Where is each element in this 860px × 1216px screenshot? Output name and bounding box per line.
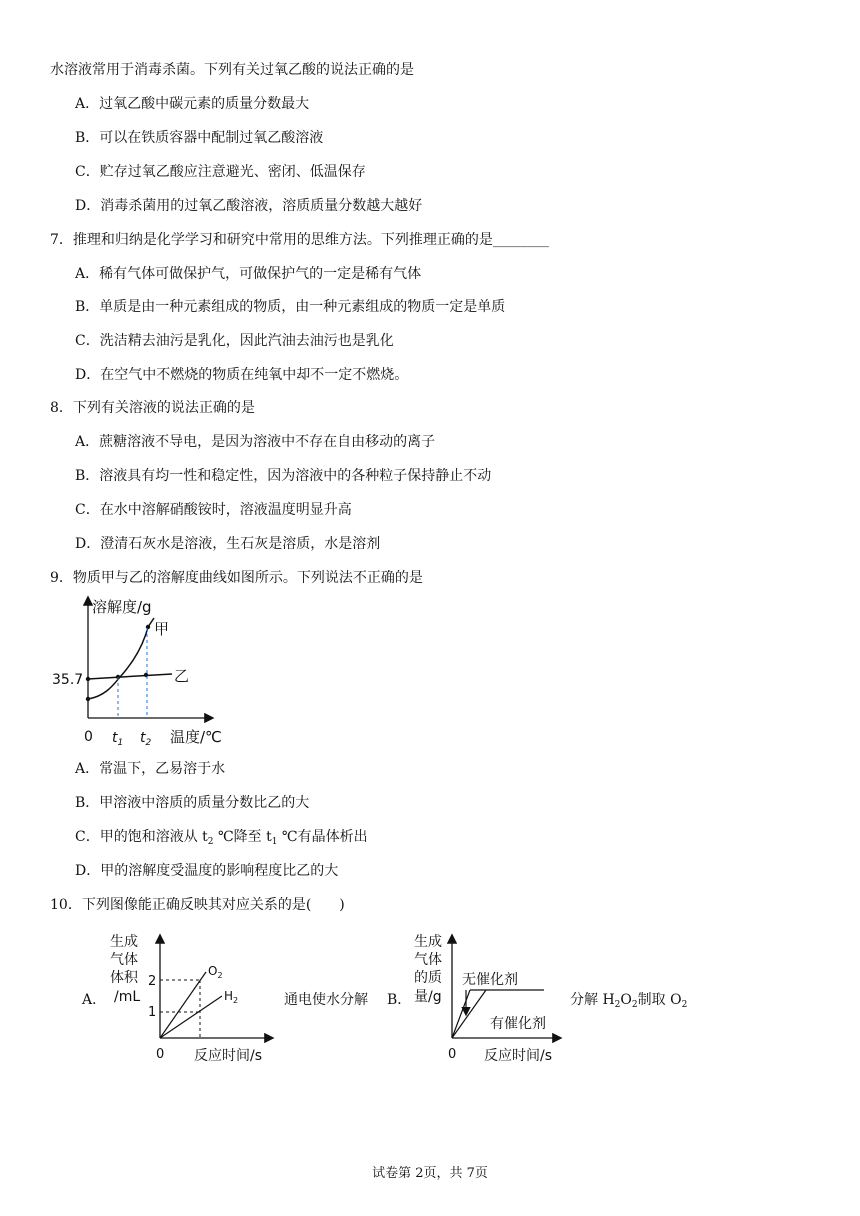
question-8-stem: 8．下列有关溶液的说法正确的是: [50, 400, 255, 416]
svg-text:体积: 体积: [110, 970, 138, 986]
svg-text:/mL: /mL: [114, 989, 141, 1005]
q7-option-b: B．单质是由一种元素组成的物质，由一种元素组成的物质一定是单质: [75, 299, 506, 315]
curve-jia-label: 甲: [154, 620, 170, 638]
q10-option-b-desc: 分解 $H_2O_2$制取 $O_2$: [570, 992, 688, 1010]
q9-option-b: B．甲溶液中溶质的质量分数比乙的大: [75, 795, 310, 811]
q7-option-a: A．稀有气体可做保护气，可做保护气的一定是稀有气体: [75, 266, 422, 282]
h2-label: $H_2$: [224, 989, 239, 1005]
curve-yi: [88, 674, 172, 679]
svg-text:气体: 气体: [414, 952, 442, 968]
curve-yi-label: 乙: [174, 667, 190, 685]
q9-option-c: C．甲的饱和溶液从 $t_2$ ℃降至 $t_1$ ℃有晶体析出: [75, 829, 368, 847]
page-footer: 试卷第 2页，共 7页: [372, 1166, 488, 1181]
h2-line: [160, 996, 222, 1038]
q7-option-d: D．在空气中不燃烧的物质在纯氧中却不一定不燃烧。: [75, 367, 409, 383]
q8-option-a: A．蔗糖溶液不导电，是因为溶液中不存在自由移动的离子: [75, 434, 436, 450]
curve-jia: [88, 627, 148, 699]
q9-option-d: D．甲的溶解度受温度的影响程度比乙的大: [75, 863, 339, 879]
q7-option-c: C．洗洁精去油污是乳化，因此汽油去油污也是乳化: [75, 333, 394, 349]
svg-text:生成: 生成: [110, 934, 138, 950]
question-9-stem: 9．物质甲与乙的溶解度曲线如图所示。下列说法不正确的是: [50, 570, 423, 586]
graph-b-h2o2-decomposition: [410, 930, 565, 1068]
x-axis-label: 反应时间/s: [484, 1048, 553, 1064]
tick-2: 2: [148, 974, 157, 989]
with-catalyst-label: 有催化剂: [490, 1016, 546, 1032]
q6-option-b: B．可以在铁质容器中配制过氧乙酸溶液: [75, 130, 324, 146]
t2-label: $t_2$: [140, 730, 152, 748]
q8-option-b: B．溶液具有均一性和稳定性，因为溶液中的各种粒子保持静止不动: [75, 468, 492, 484]
q10-option-b-letter: B．: [387, 992, 412, 1008]
origin-label: 0: [156, 1047, 165, 1062]
q6-option-c: C．贮存过氧乙酸应注意避光、密闭、低温保存: [75, 164, 366, 180]
y-axis-label: 溶解度/g: [92, 598, 152, 616]
q6-option-d: D．消毒杀菌用的过氧乙酸溶液，溶质质量分数越大越好: [75, 198, 423, 214]
q6-option-a: A．过氧乙酸中碳元素的质量分数最大: [75, 96, 310, 112]
q10-option-a-letter: A．: [82, 992, 107, 1008]
no-catalyst-line: [452, 990, 470, 1038]
x-axis-label: 温度/℃: [170, 728, 222, 746]
t1-label: $t_1$: [112, 730, 124, 748]
o2-label: $O_2$: [208, 964, 223, 980]
q8-option-d: D．澄清石灰水是溶液，生石灰是溶质，水是溶剂: [75, 536, 381, 552]
q10-option-a-desc: 通电使水分解: [284, 992, 368, 1008]
svg-text:生成: 生成: [414, 934, 442, 950]
svg-text:的质: 的质: [414, 970, 442, 986]
origin-label: 0: [448, 1047, 457, 1062]
with-catalyst-line: [452, 990, 486, 1038]
q8-option-c: C．在水中溶解硝酸铵时，溶液温度明显升高: [75, 502, 352, 518]
svg-text:气体: 气体: [110, 952, 138, 968]
tick-1: 1: [148, 1005, 157, 1020]
q9-option-a: A．常温下，乙易溶于水: [75, 761, 226, 777]
x-axis-label: 反应时间/s: [194, 1048, 263, 1064]
svg-text:量/g: 量/g: [414, 989, 442, 1005]
question-7-stem: 7．推理和归纳是化学学习和研究中常用的思维方法。下列推理正确的是________: [50, 232, 549, 248]
solubility-curve-graph: [48, 592, 238, 752]
graph-a-water-electrolysis: [108, 930, 278, 1068]
origin-label: 0: [84, 729, 93, 745]
y-value-label: 35.7: [52, 672, 84, 688]
no-catalyst-label: 无催化剂: [462, 972, 518, 988]
question-10-stem: 10．下列图像能正确反映其对应关系的是( ): [50, 897, 345, 913]
question-6-stem-tail: 水溶液常用于消毒杀菌。下列有关过氧乙酸的说法正确的是: [50, 62, 414, 78]
o2-line: [160, 972, 206, 1038]
